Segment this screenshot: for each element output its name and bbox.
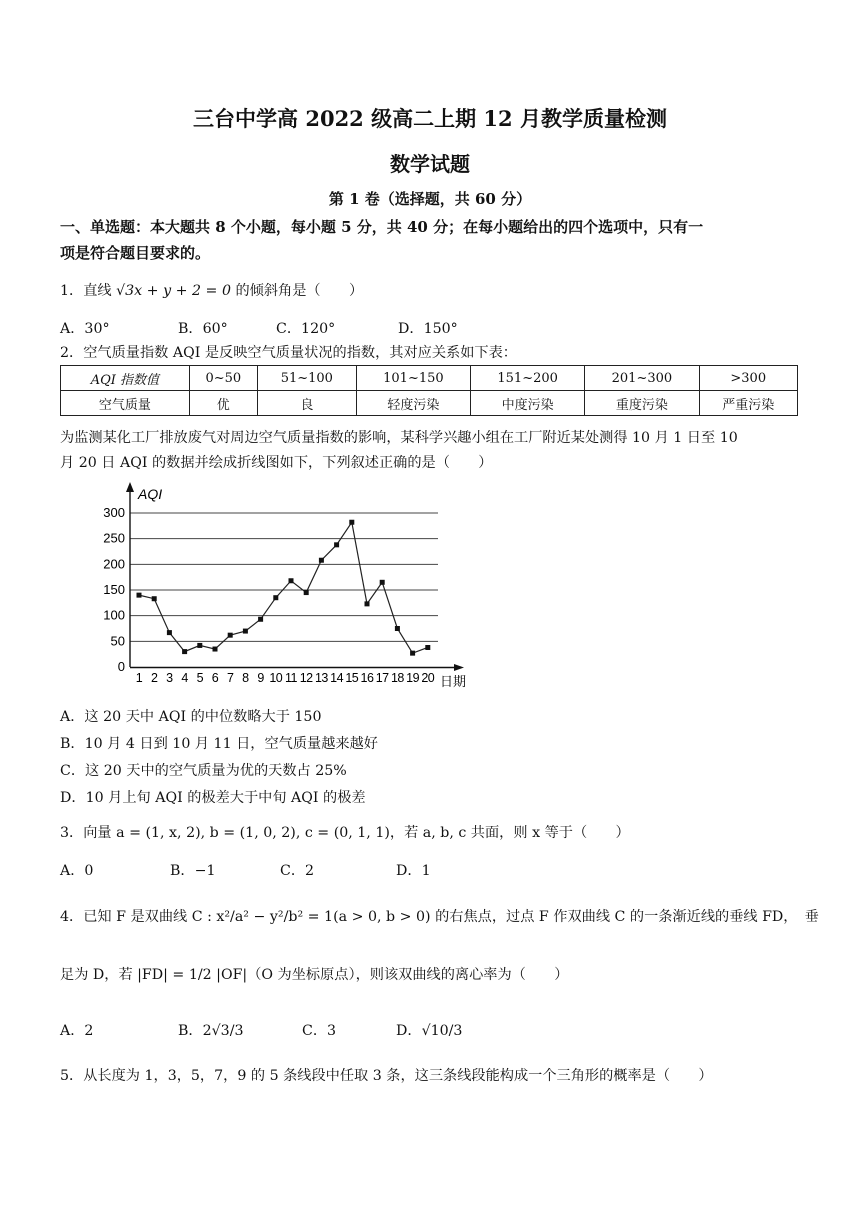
data-point: [243, 629, 248, 634]
section-heading-line2: 项是符合题目要求的。: [60, 244, 211, 262]
table-cell: 轻度污染: [356, 391, 470, 416]
x-tick-label: 11: [285, 671, 297, 685]
x-tick-label: 19: [406, 671, 420, 685]
q1-equation: √3x + y + 2 = 0: [116, 283, 231, 299]
table-cell: 0~50: [189, 366, 257, 391]
x-tick-label: 17: [375, 671, 389, 685]
table-cell: 51~100: [257, 366, 356, 391]
table-cell: 201~300: [585, 366, 699, 391]
data-point: [182, 649, 187, 654]
q1-suffix: 的倾斜角是（ ）: [235, 283, 364, 299]
question-5-stem: 5．从长度为 1，3，5，7，9 的 5 条线段中任取 3 条，这三条线段能构成一个三角形的概率是（ ）: [60, 1068, 713, 1084]
data-point: [273, 595, 278, 600]
x-tick-label: 13: [314, 671, 328, 685]
data-point: [380, 580, 385, 585]
q2-paragraph-line1: 为监测某化工厂排放废气对周边空气质量指数的影响，某科学兴趣小组在工厂附近某处测得 10 月 1 日至 10: [60, 430, 738, 446]
exam-subtitle: 数学试题: [390, 152, 470, 176]
q2-option-b: B．10 月 4 日到 10 月 11 日，空气质量越来越好: [60, 736, 378, 752]
y-tick-label: 150: [103, 582, 125, 597]
y-tick-label: 100: [103, 607, 125, 623]
q2-option-a: A．这 20 天中 AQI 的中位数略大于 150: [60, 709, 322, 725]
y-tick-label: 300: [103, 505, 125, 520]
y-tick-label: 250: [103, 530, 125, 546]
x-tick-label: 18: [390, 671, 404, 685]
data-point: [258, 617, 263, 622]
volume-heading: 第 1 卷（选择题，共 60 分）: [328, 190, 532, 208]
q3-option-a: A．0: [60, 863, 94, 879]
y-tick-label: 0: [117, 659, 125, 674]
table-cell: >300: [699, 366, 797, 391]
data-point: [167, 630, 172, 635]
section-heading-line1: 一、单选题：本大题共 8 个小题，每小题 5 分，共 40 分；在每小题给出的四个选项中，只有一: [60, 218, 704, 236]
q3-option-d: D．1: [396, 863, 431, 879]
x-axis-arrow: [454, 664, 464, 671]
data-point: [304, 590, 309, 595]
data-point: [289, 578, 294, 583]
x-tick-label: 5: [196, 671, 204, 685]
data-point: [365, 601, 370, 606]
question-2-stem: 2．空气质量指数 AQI 是反映空气质量状况的指数，其对应关系如下表：: [60, 345, 517, 361]
x-tick-label: 1: [135, 671, 143, 685]
table-cell: 中度污染: [471, 391, 585, 416]
q1-prefix: 1．直线: [60, 283, 112, 299]
q3-option-b: B．−1: [170, 863, 216, 879]
x-tick-label: 7: [226, 671, 234, 685]
aqi-table: [60, 365, 798, 416]
x-tick-label: 4: [181, 671, 188, 685]
question-4-line2: 足为 D，若 |FD| = 1/2 |OF|（O 为坐标原点），则该双曲线的离心率为（ ）: [60, 967, 569, 983]
x-tick-label: 16: [360, 671, 374, 685]
exam-title: 三台中学高 2022 级高二上期 12 月教学质量检测: [193, 106, 667, 131]
aqi-table-quality-row: [61, 391, 798, 416]
aqi-series-line: [139, 522, 428, 653]
q1-option-c: C．120°: [276, 321, 336, 337]
q2-option-c: C．这 20 天中的空气质量为优的天数占 25%: [60, 763, 347, 779]
data-point: [228, 633, 233, 638]
x-tick-label: 2: [150, 671, 158, 685]
data-point: [137, 593, 142, 598]
question-3-stem: 3．向量 a = (1, x, 2), b = (1, 0, 2), c = (0, 1, 1)，若 a, b, c 共面，则 x 等于（ ）: [60, 825, 630, 841]
table-cell: 重度污染: [585, 391, 699, 416]
table-cell: 空气质量: [61, 391, 190, 416]
x-tick-label: 12: [299, 671, 313, 685]
x-tick-label: 10: [269, 671, 283, 685]
table-cell: 优: [189, 391, 257, 416]
table-cell: AQI 指数值: [61, 366, 190, 391]
data-point: [197, 643, 202, 648]
q2-option-d: D．10 月上旬 AQI 的极差大于中旬 AQI 的极差: [60, 790, 366, 806]
q1-option-b: B．60°: [178, 321, 228, 337]
data-point: [425, 645, 430, 650]
x-tick-label: 14: [330, 671, 344, 685]
x-axis-label: 日期: [440, 674, 467, 689]
y-tick-label: 50: [110, 633, 125, 649]
y-tick-label: 200: [103, 556, 125, 572]
data-point: [334, 542, 339, 547]
q4-option-c: C．3: [302, 1023, 337, 1039]
q4-option-d: D．√10/3: [396, 1023, 463, 1039]
table-cell: 良: [257, 391, 356, 416]
q4-option-a: A．2: [60, 1023, 94, 1039]
x-tick-label: 3: [166, 671, 173, 685]
question-4-line1: 4．已知 F 是双曲线 C : x²/a² − y²/b² = 1(a > 0, b > 0) 的右焦点，过点 F 作双曲线 C 的一条渐近线的垂线 FD， 垂: [60, 909, 819, 925]
aqi-table-header-row: [61, 366, 798, 391]
q1-option-d: D．150°: [398, 321, 458, 337]
y-axis-label: AQI: [138, 486, 163, 502]
data-point: [152, 596, 157, 601]
table-cell: 严重污染: [699, 391, 797, 416]
data-point: [213, 647, 218, 652]
table-cell: 101~150: [356, 366, 470, 391]
data-point: [410, 651, 415, 656]
q1-option-a: A．30°: [60, 321, 110, 337]
x-tick-label: 9: [257, 671, 264, 685]
data-point: [319, 558, 324, 563]
table-cell: 151~200: [471, 366, 585, 391]
data-point: [349, 520, 354, 525]
x-tick-label: 15: [345, 671, 359, 685]
x-tick-label: 6: [211, 671, 219, 685]
y-axis-arrow: [126, 482, 134, 492]
x-tick-label: 8: [242, 671, 249, 685]
data-point: [395, 626, 400, 631]
aqi-line-chart: [90, 482, 480, 692]
question-1-stem: [60, 280, 363, 300]
q3-option-c: C．2: [280, 863, 315, 879]
x-tick-label: 20: [421, 671, 435, 685]
q2-paragraph-line2: 月 20 日 AQI 的数据并绘成折线图如下，下列叙述正确的是（ ）: [60, 455, 493, 471]
q4-option-b: B．2√3/3: [178, 1023, 244, 1039]
